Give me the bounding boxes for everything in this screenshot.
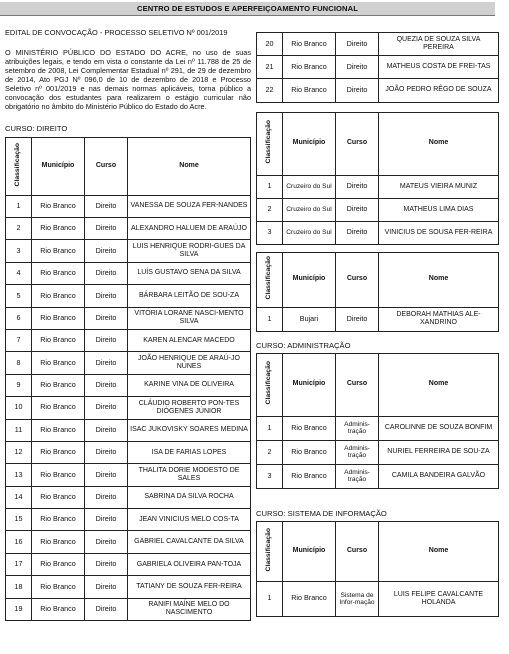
cell-municipio: Bujari bbox=[283, 307, 336, 331]
table-row bbox=[6, 307, 251, 329]
table-row bbox=[6, 352, 251, 374]
cell-classificacao: 9 bbox=[6, 374, 32, 396]
cell-municipio: Rio Branco bbox=[32, 419, 85, 441]
cell-nome: GABRIELA OLIVEIRA PAN-TOJA bbox=[128, 553, 251, 575]
table-row bbox=[6, 329, 251, 351]
cell-municipio: Rio Branco bbox=[32, 509, 85, 531]
table-row bbox=[257, 221, 499, 244]
table-row bbox=[257, 175, 499, 198]
cell-classificacao: 1 bbox=[6, 195, 32, 217]
cell-classificacao: 7 bbox=[6, 329, 32, 351]
cell-classificacao: 17 bbox=[6, 553, 32, 575]
cell-classificacao: 2 bbox=[257, 440, 283, 464]
table-row bbox=[6, 419, 251, 441]
cell-curso: Direito bbox=[85, 419, 128, 441]
table-row bbox=[6, 441, 251, 463]
table-direito-continued bbox=[256, 32, 499, 103]
cell-classificacao: 5 bbox=[6, 285, 32, 307]
column-header-nome: Nome bbox=[379, 521, 499, 581]
cell-curso: Adminis-tração bbox=[336, 416, 379, 440]
table-row bbox=[257, 416, 499, 440]
cell-municipio: Rio Branco bbox=[32, 374, 85, 396]
table-row bbox=[6, 397, 251, 419]
cell-municipio: Cruzeiro do Sul bbox=[283, 221, 336, 244]
cell-curso: Direito bbox=[85, 217, 128, 239]
cell-curso: Direito bbox=[85, 509, 128, 531]
cell-municipio: Rio Branco bbox=[283, 440, 336, 464]
column-header-curso: Curso bbox=[336, 112, 379, 175]
cell-curso: Sistema de Infor-mação bbox=[336, 581, 379, 616]
cell-classificacao: 11 bbox=[6, 419, 32, 441]
cell-classificacao: 13 bbox=[6, 464, 32, 486]
cell-classificacao: 14 bbox=[6, 486, 32, 508]
table-row bbox=[6, 262, 251, 284]
cell-classificacao: 18 bbox=[6, 576, 32, 598]
cell-municipio: Rio Branco bbox=[32, 576, 85, 598]
cell-municipio: Rio Branco bbox=[32, 352, 85, 374]
cell-curso: Direito bbox=[85, 598, 128, 620]
cell-classificacao: 6 bbox=[6, 307, 32, 329]
cell-nome: DEBORAH MATHIAS ALE-XANDRINO bbox=[379, 307, 499, 331]
cell-classificacao: 2 bbox=[257, 198, 283, 221]
cell-municipio: Rio Branco bbox=[32, 262, 85, 284]
table-row bbox=[6, 285, 251, 307]
section-label-direito: CURSO: DIREITO bbox=[5, 124, 68, 134]
cell-nome: LUIS HENRIQUE RODRI-GUES DA SILVA bbox=[128, 240, 251, 262]
cell-nome: VITÓRIA LORANE NASCI-MENTO SILVA bbox=[128, 307, 251, 329]
table-administracao bbox=[256, 353, 499, 489]
table-row bbox=[257, 307, 499, 331]
cell-nome: TATIANY DE SOUZA FER-REIRA bbox=[128, 576, 251, 598]
cell-classificacao: 2 bbox=[6, 217, 32, 239]
table-row bbox=[257, 440, 499, 464]
cell-classificacao: 1 bbox=[257, 175, 283, 198]
cell-municipio: Rio Branco bbox=[32, 441, 85, 463]
column-header-nome: Nome bbox=[379, 353, 499, 416]
cell-classificacao: 16 bbox=[6, 531, 32, 553]
cell-classificacao: 1 bbox=[257, 307, 283, 331]
cell-curso: Adminis-tração bbox=[336, 464, 379, 488]
cell-nome: VANESSA DE SOUZA FER-NANDES bbox=[128, 195, 251, 217]
cell-municipio: Rio Branco bbox=[32, 598, 85, 620]
cell-curso: Direito bbox=[85, 374, 128, 396]
column-header-nome: Nome bbox=[379, 252, 499, 307]
cell-municipio: Rio Branco bbox=[32, 553, 85, 575]
column-header-classificacao: Classificação bbox=[257, 521, 283, 581]
cell-nome: ISAC JUKOVISKY SOARES MEDINA bbox=[128, 419, 251, 441]
table-row bbox=[6, 486, 251, 508]
table-row bbox=[257, 464, 499, 488]
cell-nome: LUIS FELIPE CAVALCANTE HOLANDA bbox=[379, 581, 499, 616]
table-row bbox=[257, 198, 499, 221]
cell-nome: SABRINA DA SILVA ROCHA bbox=[128, 486, 251, 508]
cell-municipio: Rio Branco bbox=[32, 397, 85, 419]
cell-curso: Direito bbox=[336, 221, 379, 244]
cell-classificacao: 1 bbox=[257, 581, 283, 616]
right-column bbox=[256, 32, 499, 617]
column-header-classificacao: Classificação bbox=[6, 137, 32, 195]
cell-curso: Direito bbox=[85, 195, 128, 217]
cell-municipio: Rio Branco bbox=[32, 531, 85, 553]
cell-curso: Direito bbox=[85, 240, 128, 262]
cell-curso: Direito bbox=[85, 285, 128, 307]
cell-classificacao: 3 bbox=[6, 240, 32, 262]
cell-curso: Direito bbox=[85, 352, 128, 374]
cell-curso: Direito bbox=[85, 553, 128, 575]
cell-nome: CAROLINNE DE SOUZA BONFIM bbox=[379, 416, 499, 440]
cell-municipio: Rio Branco bbox=[32, 240, 85, 262]
cell-classificacao: 21 bbox=[257, 56, 283, 79]
table-row bbox=[6, 195, 251, 217]
table-row bbox=[6, 240, 251, 262]
cell-classificacao: 22 bbox=[257, 79, 283, 102]
cell-municipio: Rio Branco bbox=[32, 195, 85, 217]
table-direito-bujari bbox=[256, 252, 499, 332]
cell-curso: Direito bbox=[336, 175, 379, 198]
cell-nome: CLÁUDIO ROBERTO PON-TES DIÓGENES JÚNIOR bbox=[128, 397, 251, 419]
column-header-municipio: Município bbox=[283, 353, 336, 416]
cell-nome: MATHEUS LIMA DIAS bbox=[379, 198, 499, 221]
cell-curso: Direito bbox=[85, 329, 128, 351]
cell-municipio: Rio Branco bbox=[283, 56, 336, 79]
cell-nome: KARINE VINA DE OLIVEIRA bbox=[128, 374, 251, 396]
cell-classificacao: 1 bbox=[257, 416, 283, 440]
section-label-sistemas: CURSO: SISTEMA DE INFORMAÇÃO bbox=[256, 508, 387, 518]
cell-nome: ISA DE FARIAS LOPES bbox=[128, 441, 251, 463]
cell-nome: ALEXANDRO HALUEM DE ARAÚJO bbox=[128, 217, 251, 239]
column-header-curso: Curso bbox=[336, 353, 379, 416]
cell-municipio: Cruzeiro do Sul bbox=[283, 198, 336, 221]
column-header-nome: Nome bbox=[379, 112, 499, 175]
cell-nome: BÁRBARA LEITÃO DE SOU-ZA bbox=[128, 285, 251, 307]
table-sistema-de-informacao bbox=[256, 521, 499, 617]
cell-municipio: Rio Branco bbox=[32, 486, 85, 508]
cell-municipio: Rio Branco bbox=[283, 581, 336, 616]
cell-classificacao: 12 bbox=[6, 441, 32, 463]
column-header-curso: Curso bbox=[336, 521, 379, 581]
cell-nome: VINICIUS DE SOUSA FER-REIRA bbox=[379, 221, 499, 244]
column-header-curso: Curso bbox=[336, 252, 379, 307]
column-header-nome: Nome bbox=[128, 137, 251, 195]
table-row bbox=[6, 598, 251, 620]
table-row bbox=[6, 464, 251, 486]
cell-municipio: Rio Branco bbox=[283, 416, 336, 440]
table-row bbox=[6, 374, 251, 396]
cell-nome: LUÍS GUSTAVO SENA DA SILVA bbox=[128, 262, 251, 284]
cell-curso: Direito bbox=[85, 464, 128, 486]
cell-municipio: Cruzeiro do Sul bbox=[283, 175, 336, 198]
table-row bbox=[257, 581, 499, 616]
cell-nome: MATEUS VIEIRA MUNIZ bbox=[379, 175, 499, 198]
table-row bbox=[6, 509, 251, 531]
cell-nome: JEAN VINICIUS MELO COS-TA bbox=[128, 509, 251, 531]
column-header-municipio: Município bbox=[283, 112, 336, 175]
cell-classificacao: 15 bbox=[6, 509, 32, 531]
left-column bbox=[5, 28, 251, 621]
cell-classificacao: 19 bbox=[6, 598, 32, 620]
cell-municipio: Rio Branco bbox=[32, 217, 85, 239]
cell-municipio: Rio Branco bbox=[32, 329, 85, 351]
cell-municipio: Rio Branco bbox=[32, 307, 85, 329]
cell-nome: THALITA DORIE MODESTO DE SALES bbox=[128, 464, 251, 486]
cell-nome: QUEZIA DE SOUZA SILVA PEREIRA bbox=[379, 33, 499, 56]
cell-curso: Direito bbox=[336, 33, 379, 56]
intro-paragraph: O MINISTÉRIO PÚBLICO DO ESTADO DO ACRE, no uso de suas atribuições legais, e tendo em vista o constante da Lei nº 11.788 de 25 de setembro de 2008, Lei Complementar Estadual nº 291, de 29 de dezembro de 2014, Ato PGJ Nº 096,0 de 10 de dezembro de 2018 e Processo Seletivo nº 001/2019 e nas demais normas aplicáveis, torna público a convocação dos estudantes para realizarem o estágio curricular não obrigatório no âmbito do Ministério Público do Estado do Acre. bbox=[5, 48, 251, 111]
cell-nome: CAMILA BANDEIRA GALVÃO bbox=[379, 464, 499, 488]
cell-nome: JOÃO PEDRO RÊGO DE SOUZA bbox=[379, 79, 499, 102]
table-row bbox=[6, 531, 251, 553]
column-header-classificacao: Classificação bbox=[257, 353, 283, 416]
table-direito-rio-branco bbox=[5, 137, 251, 621]
cell-curso: Direito bbox=[85, 486, 128, 508]
cell-curso: Direito bbox=[336, 56, 379, 79]
cell-municipio: Rio Branco bbox=[283, 79, 336, 102]
table-row bbox=[257, 56, 499, 79]
cell-curso: Adminis-tração bbox=[336, 440, 379, 464]
cell-nome: NURIEL FERREIRA DE SOU-ZA bbox=[379, 440, 499, 464]
cell-curso: Direito bbox=[85, 576, 128, 598]
cell-nome: MATHEUS COSTA DE FREI-TAS bbox=[379, 56, 499, 79]
cell-curso: Direito bbox=[85, 441, 128, 463]
cell-classificacao: 3 bbox=[257, 221, 283, 244]
column-header-municipio: Município bbox=[283, 252, 336, 307]
cell-curso: Direito bbox=[336, 79, 379, 102]
cell-classificacao: 3 bbox=[257, 464, 283, 488]
cell-classificacao: 10 bbox=[6, 397, 32, 419]
document-title: EDITAL DE CONVOCAÇÃO - PROCESSO SELETIVO Nº 001/2019 bbox=[5, 28, 228, 37]
cell-classificacao: 4 bbox=[6, 262, 32, 284]
column-header-classificacao: Classificação bbox=[257, 112, 283, 175]
table-row bbox=[257, 33, 499, 56]
cell-municipio: Rio Branco bbox=[32, 464, 85, 486]
page-header: CENTRO DE ESTUDOS E APERFEIÇOAMENTO FUNCIONAL bbox=[0, 2, 495, 16]
cell-curso: Direito bbox=[85, 307, 128, 329]
cell-curso: Direito bbox=[336, 307, 379, 331]
section-label-administracao: CURSO: ADMINISTRAÇÃO bbox=[256, 340, 351, 350]
cell-nome: JOÃO HENRIQUE DE ARAÚ-JO NUNES bbox=[128, 352, 251, 374]
cell-nome: RANIFI MAÍNE MELO DO NASCIMENTO bbox=[128, 598, 251, 620]
cell-classificacao: 20 bbox=[257, 33, 283, 56]
cell-municipio: Rio Branco bbox=[283, 33, 336, 56]
cell-nome: GABRIEL CAVALCANTE DA SILVA bbox=[128, 531, 251, 553]
cell-classificacao: 8 bbox=[6, 352, 32, 374]
table-row bbox=[257, 79, 499, 102]
column-header-municipio: Município bbox=[283, 521, 336, 581]
cell-municipio: Rio Branco bbox=[32, 285, 85, 307]
table-row bbox=[6, 553, 251, 575]
cell-curso: Direito bbox=[85, 397, 128, 419]
column-header-curso: Curso bbox=[85, 137, 128, 195]
column-header-classificacao: Classificação bbox=[257, 252, 283, 307]
table-row bbox=[6, 576, 251, 598]
cell-nome: KAREN ALENCAR MACEDO bbox=[128, 329, 251, 351]
cell-curso: Direito bbox=[85, 531, 128, 553]
table-direito-cruzeiro-do-sul bbox=[256, 112, 499, 245]
cell-municipio: Rio Branco bbox=[283, 464, 336, 488]
cell-curso: Direito bbox=[85, 262, 128, 284]
table-row bbox=[6, 217, 251, 239]
cell-curso: Direito bbox=[336, 198, 379, 221]
column-header-municipio: Município bbox=[32, 137, 85, 195]
